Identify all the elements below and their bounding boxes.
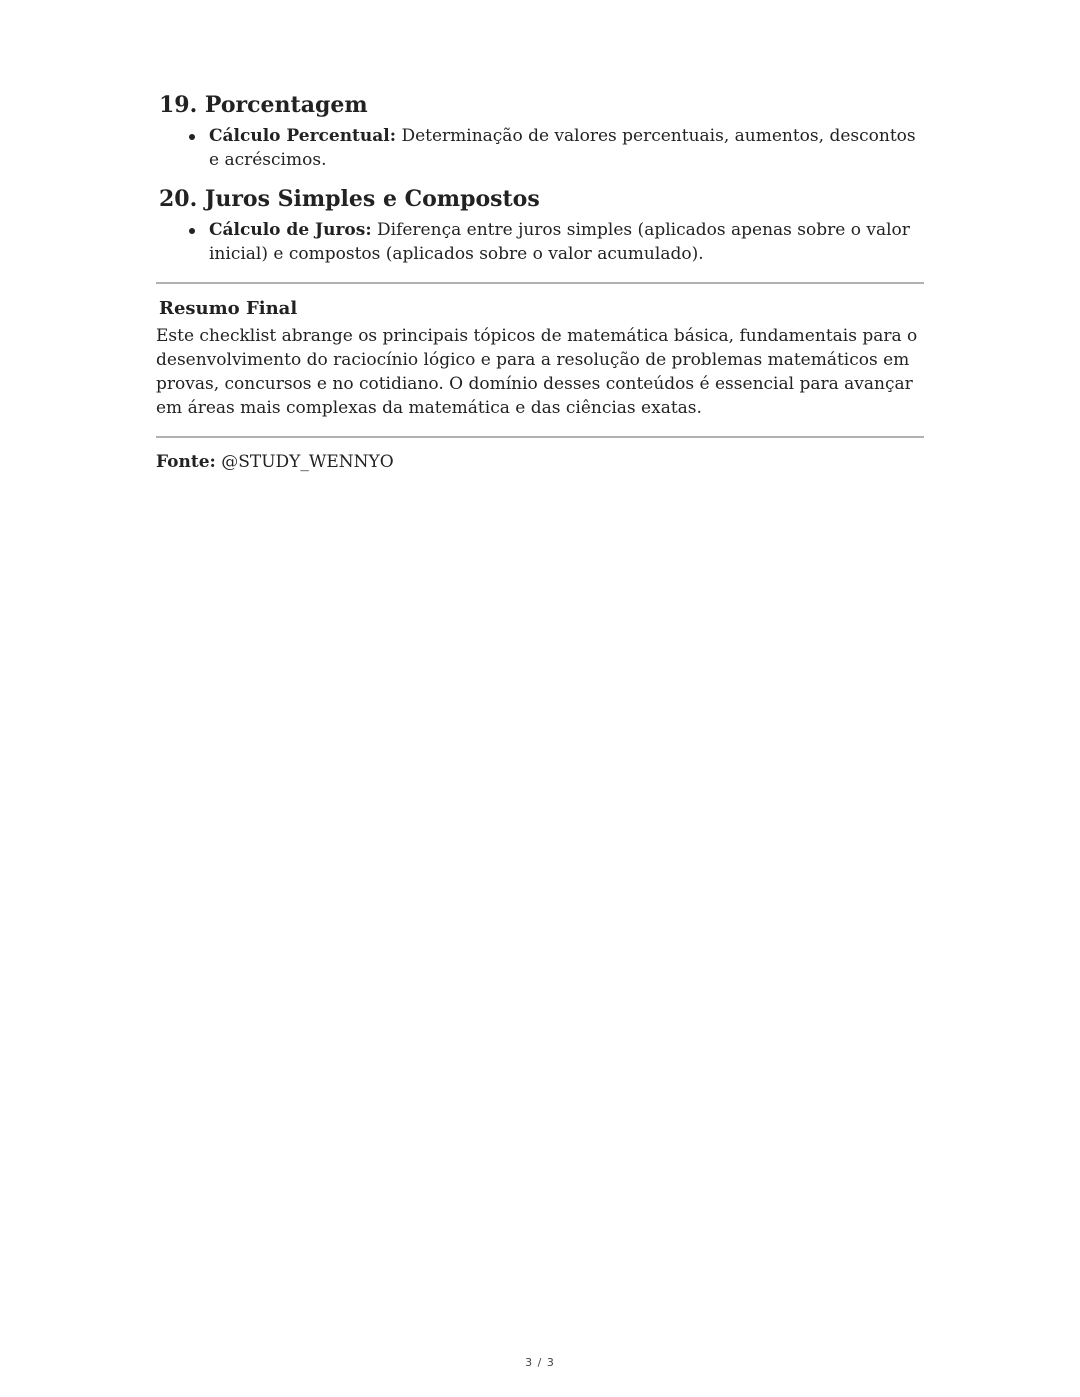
summary-text: Este checklist abrange os principais tópicos de matemática básica, fundamentais para o desenvolvimento do raciocínio lógico e para a resolução de problemas matemáticos em provas, concursos e no cotidiano. O domínio desses conteúdos é essencial para avançar em áreas mais complexas da matemática e das ciências exatas. [156, 326, 918, 418]
bullet-list [156, 124, 924, 172]
section-heading: 20. Juros Simples e Compostos [159, 186, 540, 212]
item-label: Cálculo de Juros: [209, 220, 372, 240]
bullet-icon [189, 228, 195, 234]
list-item [156, 124, 924, 172]
summary-title: Resumo Final [159, 298, 298, 319]
summary-section [156, 296, 924, 420]
item-label: Cálculo Percentual: [209, 126, 397, 146]
divider [156, 436, 924, 438]
page-content [156, 90, 924, 474]
divider [156, 282, 924, 284]
item-text: Diferença entre juros simples (aplicados apenas sobre o valor inicial) e compostos (aplicados sobre o valor acumulado). [209, 220, 910, 264]
list-item [156, 218, 924, 266]
bullet-list [156, 218, 924, 266]
item-text: Determinação de valores percentuais, aumentos, descontos e acréscimos. [209, 126, 916, 170]
bullet-icon [189, 134, 195, 140]
section-juros [156, 184, 924, 266]
source-label: Fonte: [156, 452, 216, 472]
source-value: @STUDY_WENNYO [221, 452, 394, 472]
section-porcentagem [156, 90, 924, 172]
source-line [156, 450, 924, 474]
page-number: 3 / 3 [525, 1356, 555, 1369]
section-heading: 19. Porcentagem [159, 92, 368, 118]
